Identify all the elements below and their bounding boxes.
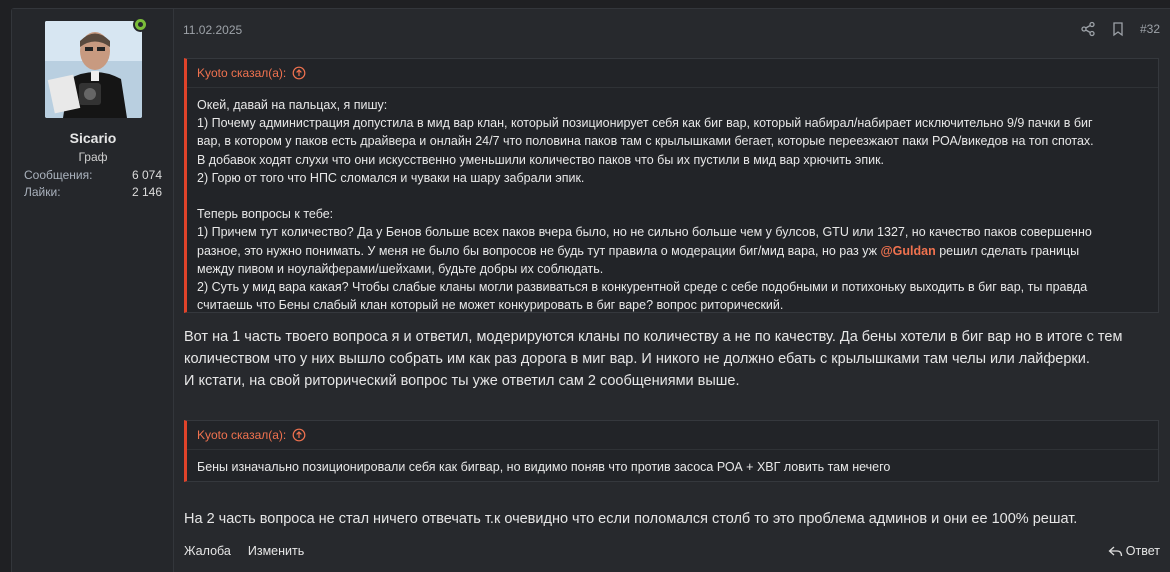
quote-line: 2) Горю от того что НПС сломался и чуваки на шару забрали эпик. xyxy=(197,170,585,185)
quote-block xyxy=(184,58,1159,313)
online-status-icon xyxy=(133,17,148,32)
post-footer-links xyxy=(184,544,304,558)
quote-line: вар, в котором у паков есть драйвера и онлайн 24/7 что половина паков там с крылышками бегает, которые переезжают паки РОА/викедов на топ спотах. xyxy=(197,134,1094,149)
user-sidebar xyxy=(12,9,174,572)
stat-messages xyxy=(24,168,162,182)
stat-label: Лайки: xyxy=(24,185,61,199)
user-mention-link[interactable]: @Guldan xyxy=(880,243,936,258)
quote-text xyxy=(187,88,1158,314)
forum-post xyxy=(11,8,1170,572)
avatar[interactable] xyxy=(45,21,142,118)
reply-button[interactable] xyxy=(1108,544,1160,558)
quote-header[interactable] xyxy=(187,421,1158,450)
quote-line xyxy=(197,242,1148,260)
quote-line: считаешь что Бены слабый клан который не может конкурировать в биг варе? вопрос риторический. xyxy=(197,298,784,313)
reply-label: Ответ xyxy=(1125,544,1160,558)
quote-text xyxy=(187,450,1158,476)
reply-text-2: На 2 часть вопроса не стал ничего отвечать т.к очевидно что если поломался столб то это проблема админов и они ее 100% решат. xyxy=(184,511,1078,527)
quote-text-segment: разное, это нужно понимать. У меня не было бы вопросов не будь тут правила о модерации биг/мид вара, но раз уж xyxy=(197,243,877,258)
quote-author[interactable]: Kyoto сказал(а): xyxy=(197,66,287,80)
quote-block-2 xyxy=(184,420,1159,482)
message-line: И кстати, на свой риторический вопрос ты уже ответил сам 2 сообщениями выше. xyxy=(184,373,740,389)
post-number[interactable]: #32 xyxy=(1139,22,1160,36)
post-actions xyxy=(1080,21,1160,37)
reply-arrow-icon xyxy=(1108,545,1123,558)
stat-value: 2 146 xyxy=(131,185,162,199)
quote-line: Теперь вопросы к тебе: xyxy=(197,207,334,222)
quote-text-segment: решил сделать границы xyxy=(935,243,1080,258)
quote-line: В добавок ходят слухи что они искусственно уменьшили количество паков что бы их пустили в мид вар хрючить эпик. xyxy=(197,152,885,167)
quote-header[interactable] xyxy=(187,59,1158,88)
reply-text-1 xyxy=(184,326,1164,392)
quote-author[interactable]: Kyoto сказал(а): xyxy=(197,428,287,442)
arrow-up-circle-icon[interactable] xyxy=(292,66,306,80)
avatar-image xyxy=(45,21,142,118)
edit-link[interactable]: Изменить xyxy=(247,544,305,558)
post-main xyxy=(183,9,1160,572)
bookmark-icon[interactable] xyxy=(1110,21,1126,37)
post-date[interactable]: 11.02.2025 xyxy=(183,23,243,37)
message-line: количеством что у них вышло собрать им как раз дорога в миг вар. И никого не должно ебать с крылышками там челы или лайферки. xyxy=(184,351,1090,367)
user-title: Граф xyxy=(78,150,108,164)
quote-line: 1) Почему администрация допустила в мид вар клан, который позиционирует себя как биг вар, который набирал/набирает исключительно 9/9 пачки в биг xyxy=(197,116,1093,131)
stat-likes xyxy=(24,185,162,199)
quote-line: 2) Суть у мид вара какая? Чтобы слабые кланы могли развиваться в конкурентной среде с себе подобными и потихоньку выходить в биг вар, ты правда xyxy=(197,280,1088,295)
arrow-up-circle-icon[interactable] xyxy=(292,428,306,442)
quote-line: Окей, давай на пальцах, я пишу: xyxy=(197,98,388,112)
quote-line: 1) Причем тут количество? Да у Бенов больше всех паков вчера было, но не сильно больше чем у булсов, GTU или 1327, но качество паков совершенно xyxy=(197,225,1092,240)
stat-label: Сообщения: xyxy=(24,168,93,182)
stat-value: 6 074 xyxy=(131,168,162,182)
report-link[interactable]: Жалоба xyxy=(184,544,231,558)
message-line: Вот на 1 часть твоего вопроса я и ответил, модерируются кланы по количеству а не по качеству. Да бены хотели в биг вар но в итоге с тем xyxy=(184,329,1123,345)
username[interactable]: Sicario xyxy=(69,130,117,146)
quote-line: Бены изначально позиционировали себя как бигвар, но видимо поняв что против засоса РОА + ХВГ ловить там нечего xyxy=(197,460,891,474)
share-icon[interactable] xyxy=(1080,21,1096,37)
quote-line: между пивом и ноулайферами/шейхами, будьте добры их соблюдать. xyxy=(197,261,604,276)
quote-blank-line xyxy=(197,187,1148,205)
